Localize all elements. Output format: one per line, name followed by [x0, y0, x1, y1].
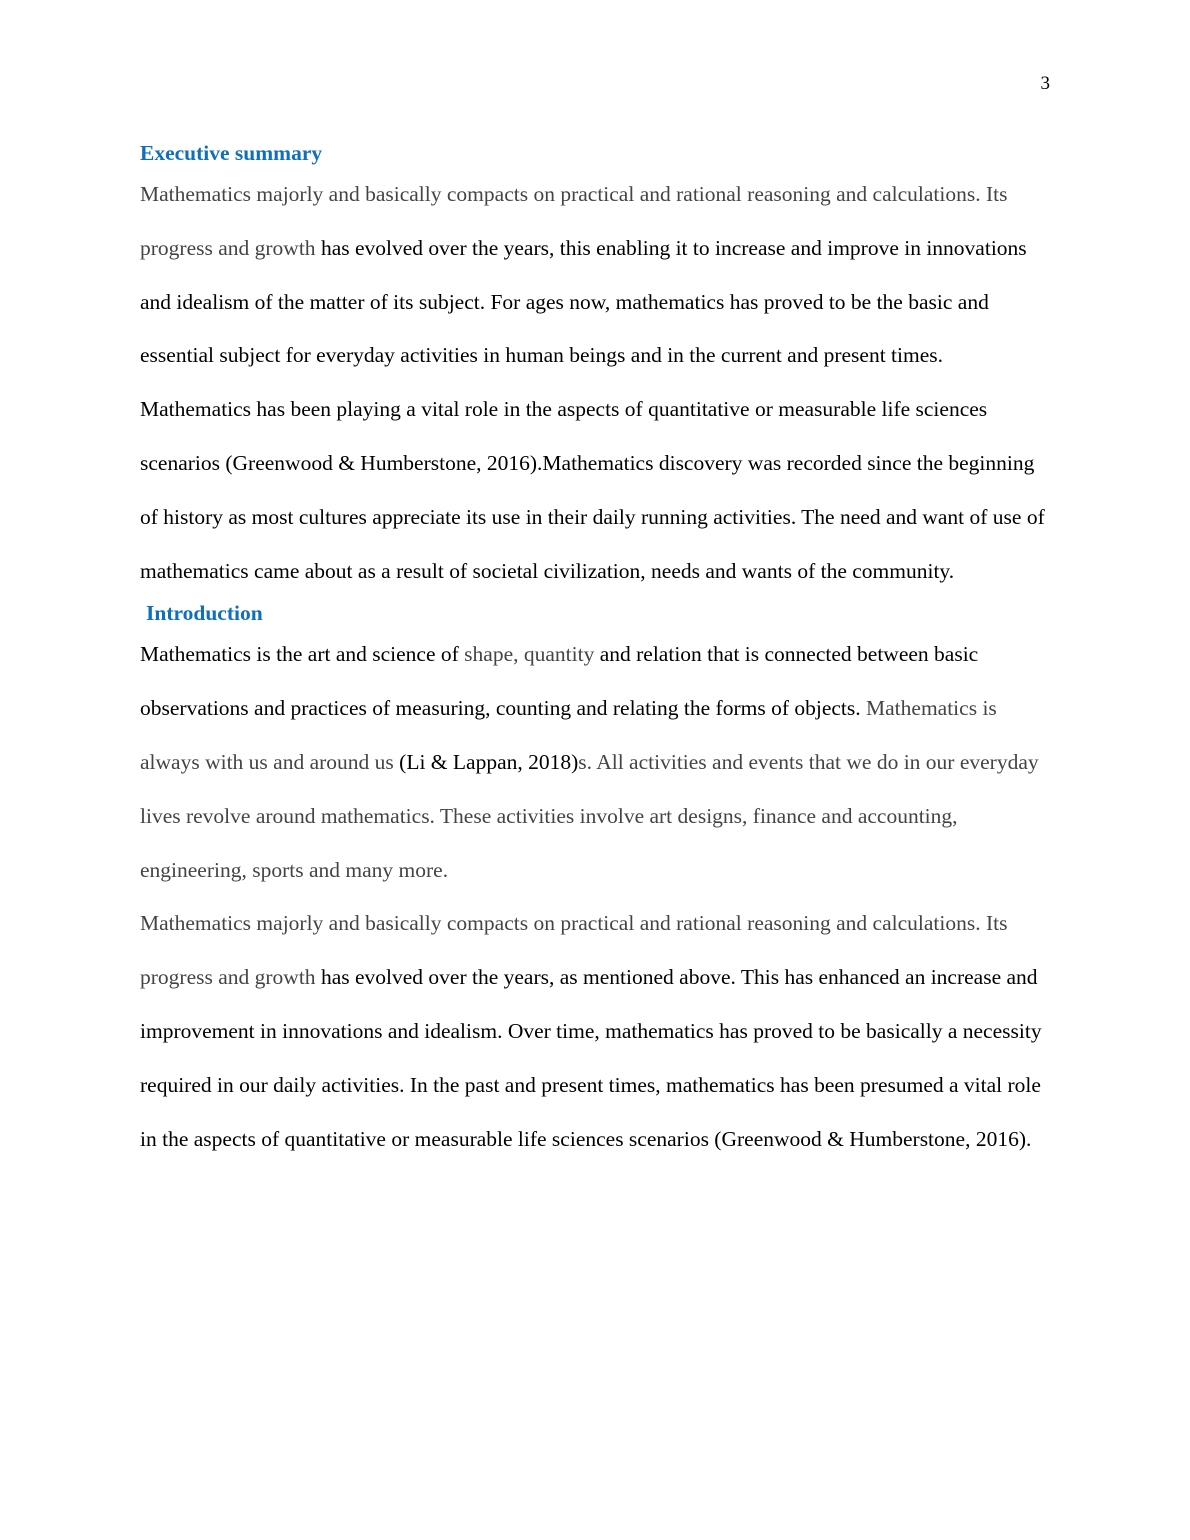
text-run: Mathematics majorly and basically compacts on practical and rational reasoning and calculations. Its progress and growth: [140, 182, 1008, 260]
text-run: Mathematics majorly and basically compacts on practical and rational reasoning and calculations. Its progress and growth: [140, 911, 1008, 990]
text-run: has evolved over the years, this enabling it to increase and improve in innovations and idealism of the matter of its subject. For ages now, mathematics has proved to be the basic and essential subject for everyday activities in human beings and in the current and present times. Mathematics has been playing a vital role in the aspects of quantitative or measurable life sciences scenarios (Greenwood & Humberstone, 2016).Mathematics discovery was recorded since the beginning of history as most cultures appreciate its use in their daily running activities. The need and want of use of mathematics came about as a result of societal civilization, needs and wants of the community.: [140, 235, 1045, 583]
text-run: Mathematics is the art and science of: [140, 642, 465, 667]
introduction-heading: Introduction: [146, 601, 263, 626]
executive-summary-heading: Executive summary: [140, 141, 323, 165]
text-run: shape, quantity: [464, 642, 595, 667]
text-run: s. All activities and events that we do in our everyday lives revolve around mathematics. These activities involve art designs, finance and accounting, engineering, sports and many more.: [140, 749, 1039, 882]
introduction-paragraph-2: [140, 897, 1052, 1166]
page-number: 3: [1040, 73, 1050, 94]
text-run: Mathematics is always with us and around us: [140, 696, 997, 774]
citation: (Li & Lappan, 2018): [399, 749, 579, 774]
executive-summary-paragraph: [140, 168, 1052, 598]
introduction-paragraph-1: [140, 628, 1052, 897]
document-body: [140, 138, 1052, 1166]
text-run: and relation that is connected between basic observations and practices of measuring, counting and relating the forms of objects.: [140, 642, 979, 721]
text-run: has evolved over the years, as mentioned above. This has enhanced an increase and improvement in innovations and idealism. Over time, mathematics has proved to be basically a necessity required in our daily activities. In the past and present times, mathematics has been presumed a vital role in the aspects of quantitative or measurable life sciences scenarios (Greenwood & Humberstone, 2016).: [140, 965, 1042, 1151]
